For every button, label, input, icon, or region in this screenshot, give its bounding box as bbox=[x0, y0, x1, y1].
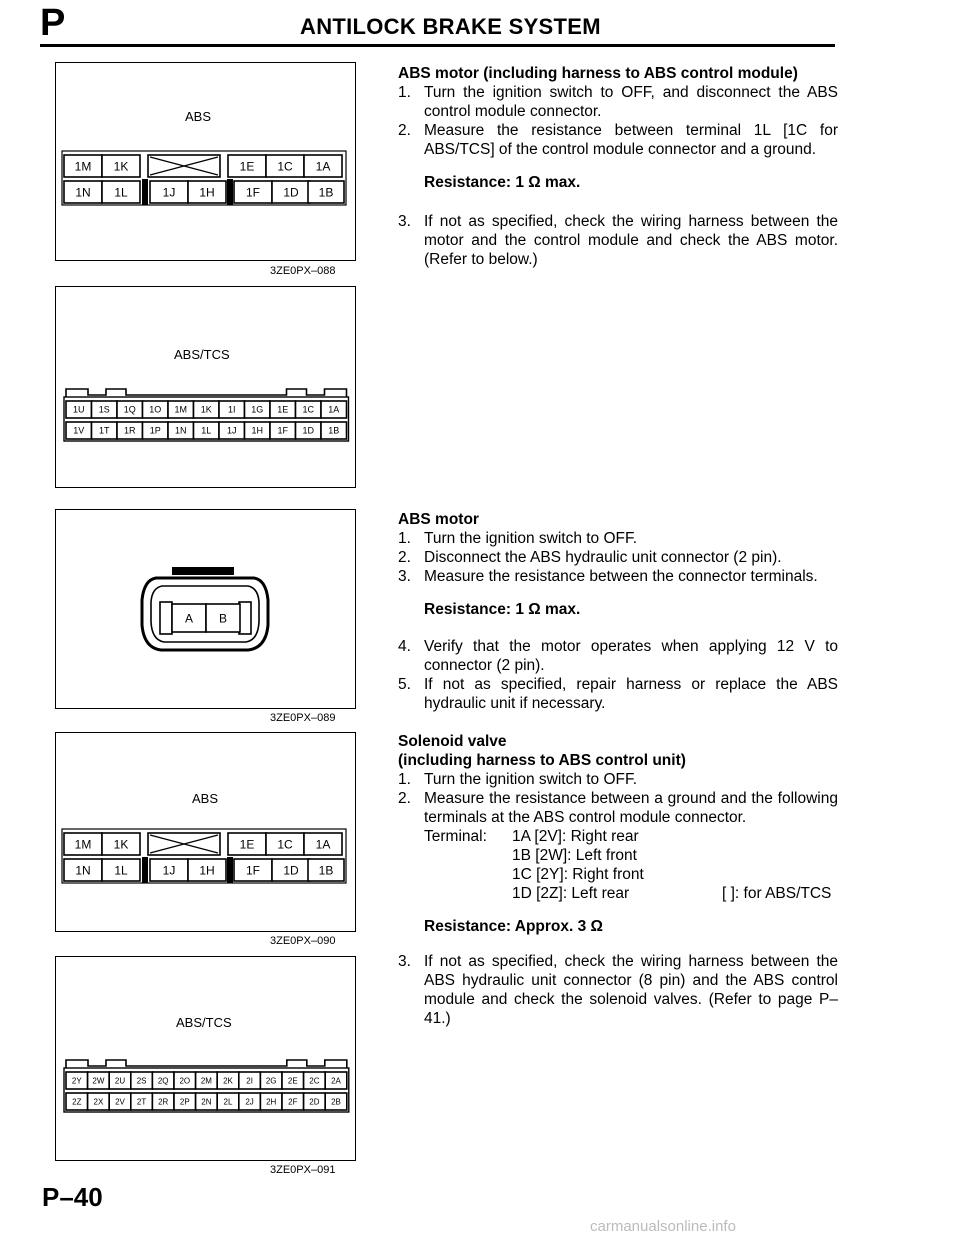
terminal-label: 1E bbox=[239, 837, 255, 852]
figure-label: ABS bbox=[185, 109, 212, 124]
terminal-label: 1S bbox=[98, 404, 110, 415]
section-title: ABS motor (including harness to ABS control module) bbox=[398, 65, 798, 82]
spec-resistance: Resistance: 1 Ω max. bbox=[424, 174, 581, 191]
side-latch bbox=[160, 602, 172, 634]
terminal-label: 1V bbox=[73, 425, 85, 436]
section-letter: P bbox=[40, 2, 66, 44]
terminal-label: 2V bbox=[115, 1097, 125, 1107]
terminal-label: 1J bbox=[226, 425, 237, 436]
connector-diagram bbox=[56, 63, 354, 259]
terminal-label: 2H bbox=[266, 1097, 277, 1107]
connector-outline bbox=[66, 1060, 347, 1068]
terminal-label: 1H bbox=[199, 185, 215, 200]
terminal-label: 1A bbox=[315, 159, 331, 174]
connector-outline bbox=[66, 389, 347, 397]
terminal-label: 1I bbox=[227, 404, 236, 415]
terminal-note: [ ]: for ABS/TCS bbox=[722, 885, 832, 902]
terminal-label: 1N bbox=[75, 185, 91, 200]
terminal-row: 1B [2W]: Left front bbox=[512, 847, 637, 864]
lock-tab bbox=[142, 857, 148, 883]
spec-resistance: Resistance: 1 Ω max. bbox=[424, 601, 581, 618]
terminal-label: 1M bbox=[174, 404, 188, 415]
section-title: ABS motor bbox=[398, 511, 479, 528]
terminal-label: 1B bbox=[328, 425, 340, 436]
figure-abs-connector-2 bbox=[55, 732, 356, 932]
step: 1. Turn the ignition switch to OFF, and disconnect the ABS control module connector. bbox=[398, 84, 838, 120]
step: 1. Turn the ignition switch to OFF. bbox=[398, 530, 638, 547]
terminal-label: 1F bbox=[277, 425, 289, 436]
terminal-label: A bbox=[184, 611, 194, 626]
terminal-label: 2P bbox=[179, 1097, 190, 1107]
terminal-label: 2E bbox=[287, 1076, 298, 1086]
step: 2. Measure the resistance between terminal 1L [1C for ABS/TCS] of the control module connector and a ground. bbox=[398, 122, 838, 158]
terminal-label: 1T bbox=[98, 425, 110, 436]
figure-abs-connector bbox=[55, 62, 356, 261]
figure-label: ABS bbox=[192, 791, 219, 806]
step: 3. If not as specified, check the wiring harness between the ABS hydraulic unit connector (8 pin) and the ABS control module and check the solenoid valves. (Refer to page P–41.) bbox=[398, 953, 838, 1027]
terminal-label: 1E bbox=[277, 404, 289, 415]
terminal-label: B bbox=[218, 611, 228, 626]
figure-motor-connector bbox=[55, 509, 356, 709]
terminal-label: 1J bbox=[162, 185, 176, 200]
lock-tab bbox=[227, 179, 233, 205]
terminal-label: 2S bbox=[136, 1076, 147, 1086]
terminal-row: 1C [2Y]: Right front bbox=[512, 866, 644, 883]
terminal-label: 1L bbox=[114, 185, 128, 200]
spec-resistance: Resistance: Approx. 3 Ω bbox=[424, 918, 603, 935]
terminal-label: 1C bbox=[277, 837, 293, 852]
page-number: P–40 bbox=[42, 1182, 103, 1212]
terminal-label: 2G bbox=[265, 1076, 277, 1086]
lock-tab bbox=[142, 179, 148, 205]
terminal-label: 2K bbox=[223, 1076, 233, 1086]
step: 4. Verify that the motor operates when applying 12 V to connector (2 pin). bbox=[398, 638, 838, 674]
lock-tab bbox=[227, 857, 233, 883]
terminal-label: 1K bbox=[113, 159, 129, 174]
terminal-label: 1C bbox=[277, 159, 293, 174]
step: 1. Turn the ignition switch to OFF. bbox=[398, 771, 638, 788]
figure-label: ABS/TCS bbox=[174, 347, 230, 362]
step: 3. Measure the resistance between the connector terminals. bbox=[398, 568, 818, 585]
terminal-label: 1H bbox=[199, 863, 215, 878]
terminal-label: 1B bbox=[318, 185, 334, 200]
terminal-label: 1D bbox=[283, 185, 299, 200]
terminal-label: 2Z bbox=[72, 1097, 82, 1107]
terminal-label: 1A bbox=[328, 404, 340, 415]
figure-code: 3ZE0PX–091 bbox=[270, 1164, 336, 1176]
terminal-label: 2I bbox=[246, 1076, 253, 1086]
page-title: ANTILOCK BRAKE SYSTEM bbox=[300, 14, 601, 39]
connector-diagram bbox=[56, 287, 354, 486]
terminal-label: 2A bbox=[331, 1076, 341, 1086]
terminal-label: 2X bbox=[93, 1097, 104, 1107]
terminal-label: 1E bbox=[239, 159, 255, 174]
connector-diagram bbox=[56, 733, 354, 930]
terminal-label: 1M bbox=[74, 837, 92, 852]
figure-code: 3ZE0PX–089 bbox=[270, 712, 336, 724]
terminal-label: 1H bbox=[251, 425, 264, 436]
terminal-label: 2F bbox=[288, 1097, 298, 1107]
step: 2. Measure the resistance between a ground and the following terminals at the ABS control module connector. bbox=[398, 790, 838, 826]
section-abs-motor-harness bbox=[398, 64, 838, 269]
lock-tab bbox=[172, 567, 234, 575]
terminal-label: 1D bbox=[283, 863, 299, 878]
terminal-label: 2Q bbox=[157, 1076, 169, 1086]
header-rule bbox=[40, 44, 835, 47]
connector-diagram bbox=[56, 957, 354, 1159]
terminal-label: 1O bbox=[149, 404, 162, 415]
terminal-label: 1N bbox=[75, 863, 91, 878]
terminal-label: 2B bbox=[331, 1097, 341, 1107]
connector-diagram bbox=[56, 510, 354, 707]
terminal-label: 1D bbox=[302, 425, 315, 436]
section-title: Solenoid valve bbox=[398, 733, 507, 750]
terminal-label: 1B bbox=[318, 863, 334, 878]
terminal-label: 2O bbox=[179, 1076, 191, 1086]
terminal-label: 1L bbox=[201, 425, 212, 436]
terminal-label: 1K bbox=[113, 837, 129, 852]
terminal-label: 2D bbox=[309, 1097, 320, 1107]
terminal-label: 2R bbox=[158, 1097, 169, 1107]
figure-code: 3ZE0PX–090 bbox=[270, 935, 336, 947]
terminal-label: 1A bbox=[315, 837, 331, 852]
step: 5. If not as specified, repair harness or replace the ABS hydraulic unit if necessary. bbox=[398, 676, 838, 712]
figure-abstcs-connector-2 bbox=[55, 956, 356, 1161]
terminal-label: 1R bbox=[123, 425, 136, 436]
terminal-label: 1C bbox=[302, 404, 315, 415]
terminal-label: 1J bbox=[162, 863, 176, 878]
terminal-label: 1M bbox=[74, 159, 92, 174]
terminal-label: 2M bbox=[200, 1076, 212, 1086]
terminal-label: 1F bbox=[245, 863, 261, 878]
figure-label: ABS/TCS bbox=[176, 1015, 232, 1030]
terminal-label: 2Y bbox=[71, 1076, 82, 1086]
terminal-label: 2T bbox=[136, 1097, 147, 1107]
terminal-row: Terminal: 1A [2V]: Right rear bbox=[424, 828, 639, 845]
terminal-label: 1F bbox=[245, 185, 261, 200]
figure-abstcs-connector bbox=[55, 286, 356, 488]
step: 3. If not as specified, check the wiring harness between the motor and the control module and check the ABS motor. (Refer to below.) bbox=[398, 213, 838, 268]
terminal-label: 1U bbox=[72, 404, 85, 415]
terminal-label: 1N bbox=[174, 425, 187, 436]
terminal-label: 1K bbox=[200, 404, 212, 415]
figure-code: 3ZE0PX–088 bbox=[270, 265, 336, 277]
section-solenoid-valve bbox=[398, 732, 838, 1028]
terminal-label: 1G bbox=[251, 404, 264, 415]
terminal-label: 2L bbox=[223, 1097, 233, 1107]
watermark: carmanualsonline.info bbox=[590, 1218, 736, 1235]
terminal-label: 2J bbox=[245, 1097, 254, 1107]
section-subtitle: (including harness to ABS control unit) bbox=[398, 752, 686, 769]
terminal-label: 1L bbox=[114, 863, 128, 878]
terminal-label: 2W bbox=[92, 1076, 105, 1086]
terminal-label: 2N bbox=[201, 1097, 212, 1107]
step: 2. Disconnect the ABS hydraulic unit connector (2 pin). bbox=[398, 549, 782, 566]
terminal-label: 2C bbox=[309, 1076, 320, 1086]
terminal-label: 2U bbox=[114, 1076, 126, 1086]
section-abs-motor bbox=[398, 510, 838, 713]
terminal-row: 1D [2Z]: Left rear [ ]: for ABS/TCS bbox=[512, 885, 832, 902]
side-latch bbox=[239, 602, 251, 634]
terminal-label: 1Q bbox=[123, 404, 136, 415]
terminal-label: 1P bbox=[149, 425, 161, 436]
